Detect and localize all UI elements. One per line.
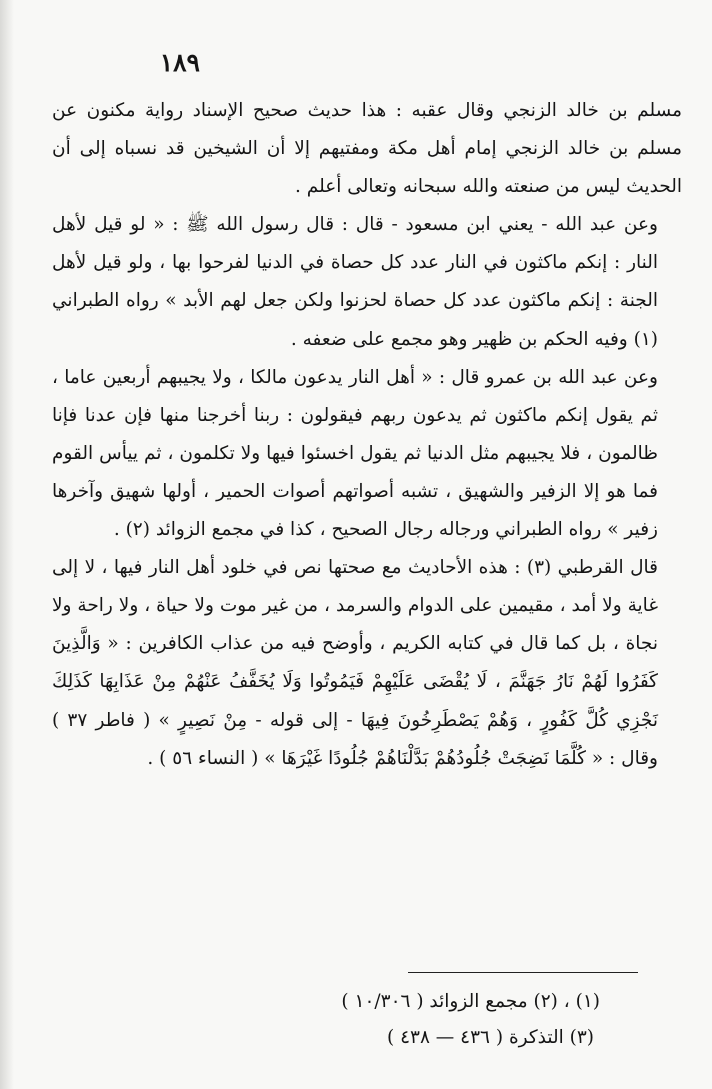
footnote-3: (٣) التذكرة ( ٤٣٦ — ٤٣٨ ) xyxy=(386,1027,594,1048)
paragraph-qurtubi: قال القرطبي (٣) : هذه الأحاديث مع صحتها نص في خلود أهل النار فيها ، لا إلى غاية ولا أمد ، مقيمين على الدوام والسرمد ، من غير موت ولا حياة ، ولا راحة ولا نجاة ، بل كما قال في كتابه الكريم ، وأوضح فيه من عذاب الكافرين : « وَالَّذِينَ كَفَرُوا لَهُمْ نَارُ جَهَنَّمَ ، لَا يُقْضَى عَلَيْهِمْ فَيَمُوتُوا وَلَا يُخَفَّفُ عَنْهُمْ مِنْ عَذَابِهَا كَذَلِكَ نَجْزِي كُلَّ كَفُورٍ ، وَهُمْ يَصْطَرِخُونَ فِيهَا - إلى قوله - مِنْ نَصِيرٍ » ( فاطر ٣٧ ) وقال : « كُلَّمَا نَضِجَتْ جُلُودُهُمْ بَدَّلْنَاهُمْ جُلُودًا غَيْرَهَا » ( النساء ٥٦ ) . xyxy=(52,557,658,769)
page-edge-shadow xyxy=(0,0,14,1089)
footnote-1-2: (١) ، (٢) مجمع الزوائد ( ١٠/٣٠٦ ) xyxy=(341,991,600,1012)
paragraph-ibn-masud: وعن عبد الله - يعني ابن مسعود - قال : قال رسول الله ﷺ : « لو قيل لأهل النار : إنكم ماكثون في النار عدد كل حصاة في الدنيا لفرحوا بها ، ولو قيل لأهل الجنة : إنكم ماكثون عدد كل حصاة لحزنوا ولكن جعل لهم الأبد » رواه الطبراني (١) وفيه الحكم بن ظهير وهو مجمع على ضعفه . xyxy=(52,214,658,350)
paragraph-abdullah-ibn-amr: وعن عبد الله بن عمرو قال : « أهل النار يدعون مالكا ، ولا يجيبهم أربعين عاما ، ثم يقول إنكم ماكثون ثم يدعون ربهم فيقولون : ربنا أخرجنا منها فإن عدنا فإنا ظالمون ، فلا يجيبهم مثل الدنيا ثم يقول اخسئوا فيها ولا تكلمون ، ثم ييأس القوم فما هو إلا الزفير والشهيق ، تشبه أصواتهم أصوات الحمير ، أولها شهيق وآخرها زفير » رواه الطبراني ورجاله رجال الصحيح ، كذا في مجمع الزوائد (٢) . xyxy=(52,366,658,541)
footnotes xyxy=(300,984,600,1056)
footnote-separator xyxy=(408,972,638,973)
main-text xyxy=(52,92,682,778)
paragraph-hadith-note: مسلم بن خالد الزنجي وقال عقبه : هذا حديث صحيح الإسناد رواية مكنون عن مسلم بن خالد الزنجي إمام أهل مكة ومفتيهم إلا أن الشيخين قد نسباه إلى أن الحديث ليس من صنعته والله سبحانه وتعالى أعلم . xyxy=(52,100,682,198)
page-number: ١٨٩ xyxy=(159,48,200,77)
